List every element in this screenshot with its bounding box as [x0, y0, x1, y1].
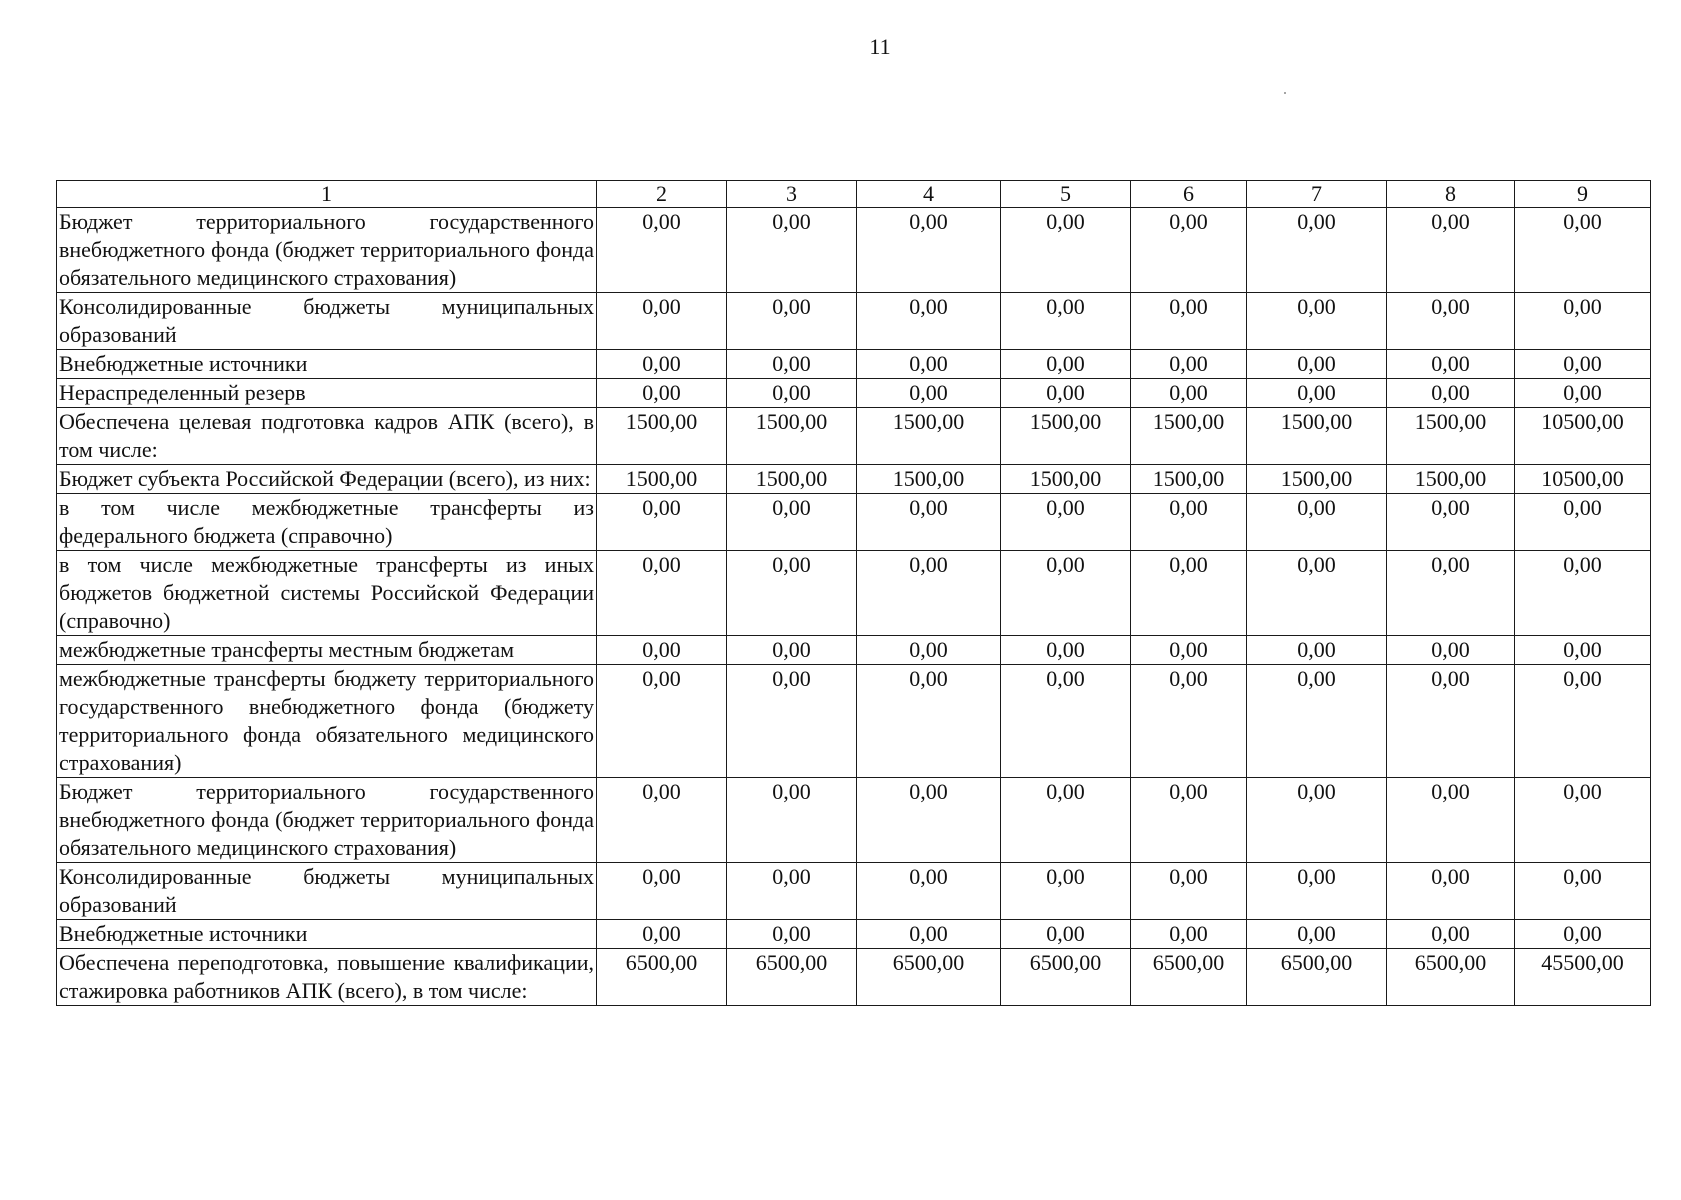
value-cell: 0,00 — [1001, 551, 1131, 636]
value-cell: 6500,00 — [1247, 949, 1387, 1006]
value-cell: 0,00 — [597, 551, 727, 636]
value-cell: 0,00 — [1515, 494, 1651, 551]
value-cell: 0,00 — [1247, 350, 1387, 379]
value-cell: 0,00 — [857, 636, 1001, 665]
value-cell: 0,00 — [1515, 551, 1651, 636]
value-cell: 1500,00 — [1247, 465, 1387, 494]
value-cell: 0,00 — [1515, 350, 1651, 379]
value-cell: 1500,00 — [1001, 465, 1131, 494]
table-row — [57, 350, 1651, 379]
value-cell: 0,00 — [597, 350, 727, 379]
value-cell: 0,00 — [1131, 920, 1247, 949]
table-row — [57, 863, 1651, 920]
table-body — [57, 208, 1651, 1006]
value-cell: 1500,00 — [857, 465, 1001, 494]
column-header-1: 1 — [57, 181, 597, 208]
table-row — [57, 494, 1651, 551]
value-cell: 0,00 — [597, 379, 727, 408]
row-label: Консолидированные бюджеты муниципальных образований — [57, 293, 597, 350]
value-cell: 1500,00 — [1131, 408, 1247, 465]
value-cell: 0,00 — [857, 551, 1001, 636]
value-cell: 1500,00 — [1387, 408, 1515, 465]
value-cell: 0,00 — [1515, 863, 1651, 920]
value-cell: 6500,00 — [857, 949, 1001, 1006]
value-cell: 0,00 — [1387, 350, 1515, 379]
table-row — [57, 408, 1651, 465]
value-cell: 0,00 — [597, 494, 727, 551]
value-cell: 1500,00 — [857, 408, 1001, 465]
value-cell: 0,00 — [857, 379, 1001, 408]
table-row — [57, 379, 1651, 408]
table-row — [57, 665, 1651, 778]
value-cell: 1500,00 — [597, 408, 727, 465]
row-label: Нераспределенный резерв — [57, 379, 597, 408]
value-cell: 0,00 — [1131, 350, 1247, 379]
table-row — [57, 293, 1651, 350]
value-cell: 0,00 — [727, 293, 857, 350]
value-cell: 0,00 — [597, 293, 727, 350]
value-cell: 0,00 — [1387, 778, 1515, 863]
value-cell: 0,00 — [857, 494, 1001, 551]
budget-table — [56, 180, 1651, 1006]
column-header-8: 8 — [1387, 181, 1515, 208]
value-cell: 1500,00 — [1387, 465, 1515, 494]
row-label: Консолидированные бюджеты муниципальных образований — [57, 863, 597, 920]
value-cell: 0,00 — [1515, 293, 1651, 350]
value-cell: 1500,00 — [1131, 465, 1247, 494]
value-cell: 0,00 — [1131, 636, 1247, 665]
value-cell: 0,00 — [1131, 379, 1247, 408]
value-cell: 0,00 — [1001, 379, 1131, 408]
value-cell: 0,00 — [1247, 636, 1387, 665]
row-label: межбюджетные трансферты бюджету территориального государственного внебюджетного фонда (бюджету территориального фонда обязательного медицинского страхования) — [57, 665, 597, 778]
value-cell: 0,00 — [1131, 778, 1247, 863]
value-cell: 0,00 — [727, 636, 857, 665]
row-label: межбюджетные трансферты местным бюджетам — [57, 636, 597, 665]
value-cell: 0,00 — [1131, 293, 1247, 350]
value-cell: 0,00 — [1131, 863, 1247, 920]
value-cell: 0,00 — [1001, 293, 1131, 350]
value-cell: 0,00 — [1387, 551, 1515, 636]
value-cell: 0,00 — [727, 665, 857, 778]
value-cell: 0,00 — [597, 208, 727, 293]
table-header-row — [57, 181, 1651, 208]
row-label: Обеспечена целевая подготовка кадров АПК (всего), в том числе: — [57, 408, 597, 465]
value-cell: 1500,00 — [597, 465, 727, 494]
table-row — [57, 949, 1651, 1006]
row-label: Обеспечена переподготовка, повышение квалификации, стажировка работников АПК (всего), в том числе: — [57, 949, 597, 1006]
value-cell: 0,00 — [1387, 379, 1515, 408]
value-cell: 0,00 — [857, 863, 1001, 920]
value-cell: 0,00 — [1001, 778, 1131, 863]
row-label: Внебюджетные источники — [57, 920, 597, 949]
row-label: Бюджет территориального государственного внебюджетного фонда (бюджет территориального фонда обязательного медицинского страхования) — [57, 778, 597, 863]
value-cell: 0,00 — [1515, 665, 1651, 778]
value-cell: 0,00 — [1387, 636, 1515, 665]
value-cell: 0,00 — [857, 293, 1001, 350]
value-cell: 0,00 — [727, 920, 857, 949]
value-cell: 0,00 — [727, 379, 857, 408]
value-cell: 6500,00 — [597, 949, 727, 1006]
value-cell: 0,00 — [727, 494, 857, 551]
value-cell: 1500,00 — [1001, 408, 1131, 465]
column-header-3: 3 — [727, 181, 857, 208]
row-label: Бюджет субъекта Российской Федерации (всего), из них: — [57, 465, 597, 494]
value-cell: 0,00 — [1247, 863, 1387, 920]
value-cell: 0,00 — [857, 208, 1001, 293]
value-cell: 6500,00 — [727, 949, 857, 1006]
value-cell: 0,00 — [1247, 778, 1387, 863]
value-cell: 0,00 — [1001, 636, 1131, 665]
value-cell: 0,00 — [1387, 494, 1515, 551]
value-cell: 0,00 — [1001, 920, 1131, 949]
value-cell: 0,00 — [727, 551, 857, 636]
value-cell: 0,00 — [1515, 208, 1651, 293]
value-cell: 0,00 — [857, 665, 1001, 778]
table-row — [57, 208, 1651, 293]
column-header-6: 6 — [1131, 181, 1247, 208]
value-cell: 0,00 — [727, 863, 857, 920]
value-cell: 0,00 — [1001, 208, 1131, 293]
value-cell: 0,00 — [597, 778, 727, 863]
value-cell: 0,00 — [1001, 863, 1131, 920]
column-header-7: 7 — [1247, 181, 1387, 208]
column-header-9: 9 — [1515, 181, 1651, 208]
row-label: Бюджет территориального государственного внебюджетного фонда (бюджет территориального фонда обязательного медицинского страхования) — [57, 208, 597, 293]
table-row — [57, 778, 1651, 863]
value-cell: 0,00 — [1247, 208, 1387, 293]
value-cell: 0,00 — [857, 920, 1001, 949]
row-label: в том числе межбюджетные трансферты из иных бюджетов бюджетной системы Российской Федерации (справочно) — [57, 551, 597, 636]
value-cell: 0,00 — [727, 778, 857, 863]
value-cell: 0,00 — [1001, 350, 1131, 379]
value-cell: 0,00 — [1131, 494, 1247, 551]
value-cell: 0,00 — [1001, 494, 1131, 551]
value-cell: 1500,00 — [727, 408, 857, 465]
value-cell: 1500,00 — [1247, 408, 1387, 465]
table-row — [57, 636, 1651, 665]
row-label: в том числе межбюджетные трансферты из федерального бюджета (справочно) — [57, 494, 597, 551]
row-label: Внебюджетные источники — [57, 350, 597, 379]
value-cell: 0,00 — [727, 350, 857, 379]
value-cell: 10500,00 — [1515, 465, 1651, 494]
value-cell: 0,00 — [857, 350, 1001, 379]
table-row — [57, 920, 1651, 949]
value-cell: 0,00 — [1387, 665, 1515, 778]
value-cell: 0,00 — [1247, 494, 1387, 551]
value-cell: 0,00 — [1387, 208, 1515, 293]
value-cell: 6500,00 — [1001, 949, 1131, 1006]
value-cell: 0,00 — [1131, 208, 1247, 293]
value-cell: 0,00 — [1247, 920, 1387, 949]
value-cell: 0,00 — [1387, 920, 1515, 949]
value-cell: 0,00 — [727, 208, 857, 293]
value-cell: 0,00 — [597, 636, 727, 665]
value-cell: 10500,00 — [1515, 408, 1651, 465]
value-cell: 0,00 — [1515, 636, 1651, 665]
value-cell: 6500,00 — [1387, 949, 1515, 1006]
value-cell: 0,00 — [1131, 665, 1247, 778]
column-header-2: 2 — [597, 181, 727, 208]
table-row — [57, 551, 1651, 636]
value-cell: 6500,00 — [1131, 949, 1247, 1006]
value-cell: 0,00 — [597, 665, 727, 778]
value-cell: 0,00 — [1247, 379, 1387, 408]
value-cell: 0,00 — [1131, 551, 1247, 636]
scan-speck — [1284, 92, 1286, 94]
value-cell: 0,00 — [1247, 665, 1387, 778]
value-cell: 0,00 — [1387, 863, 1515, 920]
column-header-5: 5 — [1001, 181, 1131, 208]
value-cell: 0,00 — [857, 778, 1001, 863]
column-header-4: 4 — [857, 181, 1001, 208]
value-cell: 0,00 — [1515, 778, 1651, 863]
value-cell: 0,00 — [1247, 293, 1387, 350]
value-cell: 1500,00 — [727, 465, 857, 494]
value-cell: 45500,00 — [1515, 949, 1651, 1006]
value-cell: 0,00 — [597, 863, 727, 920]
value-cell: 0,00 — [1515, 379, 1651, 408]
value-cell: 0,00 — [1247, 551, 1387, 636]
table-row — [57, 465, 1651, 494]
value-cell: 0,00 — [597, 920, 727, 949]
page-number: 11 — [869, 34, 891, 59]
value-cell: 0,00 — [1515, 920, 1651, 949]
value-cell: 0,00 — [1387, 293, 1515, 350]
value-cell: 0,00 — [1001, 665, 1131, 778]
